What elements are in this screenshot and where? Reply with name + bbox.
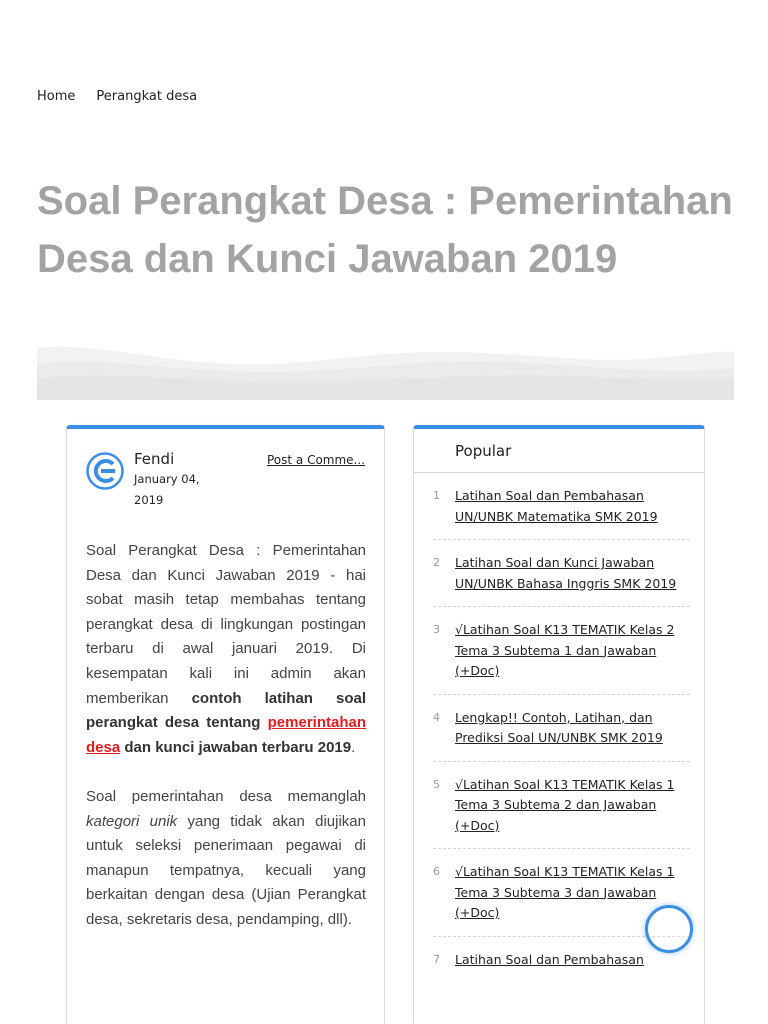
sidebar-header: Popular bbox=[414, 429, 704, 473]
pemerintahan-desa-link[interactable]: pemerintahan desa bbox=[86, 714, 366, 756]
scroll-indicator-circle-icon[interactable] bbox=[645, 905, 693, 953]
post-card bbox=[66, 425, 385, 1024]
item-number: 4 bbox=[433, 710, 440, 724]
post-paragraph bbox=[86, 539, 366, 760]
popular-post-link[interactable]: Latihan Soal dan Kunci Jawaban UN/UNBK Bahasa Inggris SMK 2019 bbox=[455, 555, 677, 591]
author-name[interactable]: Fendi bbox=[134, 450, 175, 468]
popular-post-link[interactable]: Latihan Soal dan Pembahasan bbox=[455, 951, 644, 967]
post-comment-link[interactable]: Post a Comme... bbox=[266, 453, 365, 467]
item-number: 5 bbox=[433, 777, 440, 791]
item-number: 2 bbox=[433, 556, 440, 569]
list-item[interactable] bbox=[433, 540, 690, 607]
list-item[interactable] bbox=[433, 473, 690, 540]
list-item[interactable] bbox=[433, 607, 690, 695]
popular-post-link[interactable]: Latihan Soal dan Pembahasan UN/UNBK Matematika SMK 2019 bbox=[455, 488, 658, 524]
c-logo-icon[interactable] bbox=[86, 452, 124, 490]
popular-post-link[interactable]: Lengkap!! Contoh, Latihan, dan Prediksi Soal UN/UNBK SMK 2019 bbox=[455, 709, 663, 745]
post-bold-text: contoh latihan soal perangkat desa tentang bbox=[86, 689, 366, 732]
post-text: yang tidak akan diujikan untuk seleksi penerimaan pegawai di manapun tempatnya, kecuali yang berkaitan dengan desa (Ujian Perangkat desa, sekretaris desa, pendamping, dll). bbox=[86, 812, 366, 928]
item-number: 7 bbox=[433, 952, 440, 966]
list-item[interactable] bbox=[433, 695, 690, 762]
post-body bbox=[86, 539, 366, 957]
post-italic-text: kategori unik bbox=[86, 812, 178, 830]
breadcrumb bbox=[37, 89, 197, 104]
popular-post-link[interactable]: √Latihan Soal K13 TEMATIK Kelas 1 Tema 3 Subtema 3 dan Jawaban (+Doc) bbox=[455, 864, 675, 920]
list-item[interactable] bbox=[433, 762, 690, 850]
post-paragraph bbox=[86, 785, 366, 933]
wave-decoration bbox=[37, 342, 734, 400]
post-date: January 04, 2019 bbox=[134, 472, 200, 507]
post-text: Soal pemerintahan desa memanglah bbox=[86, 787, 366, 805]
breadcrumb-category-link[interactable]: Perangkat desa bbox=[96, 89, 198, 104]
post-text: . bbox=[351, 738, 356, 756]
item-number: 6 bbox=[433, 865, 440, 878]
post-bold-text: dan kunci jawaban terbaru 2019 bbox=[120, 738, 352, 756]
item-number: 3 bbox=[433, 623, 440, 636]
popular-post-link[interactable]: √Latihan Soal K13 TEMATIK Kelas 1 Tema 3 Subtema 2 dan Jawaban (+Doc) bbox=[455, 776, 675, 833]
item-number: 1 bbox=[433, 489, 440, 502]
post-text: Soal Perangkat Desa : Pemerintahan Desa dan Kunci Jawaban 2019 - hai sobat masih tetap membahas tentang perangkat desa di lingkungan postingan terbaru di awal januari 2019. Di kesempatan kali ini admin akan memberikan bbox=[86, 542, 366, 707]
breadcrumb-home-link[interactable]: Home bbox=[37, 89, 76, 104]
page-title: Soal Perangkat Desa : Pemerintahan Desa dan Kunci Jawaban 2019 bbox=[37, 179, 733, 281]
popular-post-link[interactable]: √Latihan Soal K13 TEMATIK Kelas 2 Tema 3 Subtema 1 dan Jawaban (+Doc) bbox=[455, 622, 675, 678]
